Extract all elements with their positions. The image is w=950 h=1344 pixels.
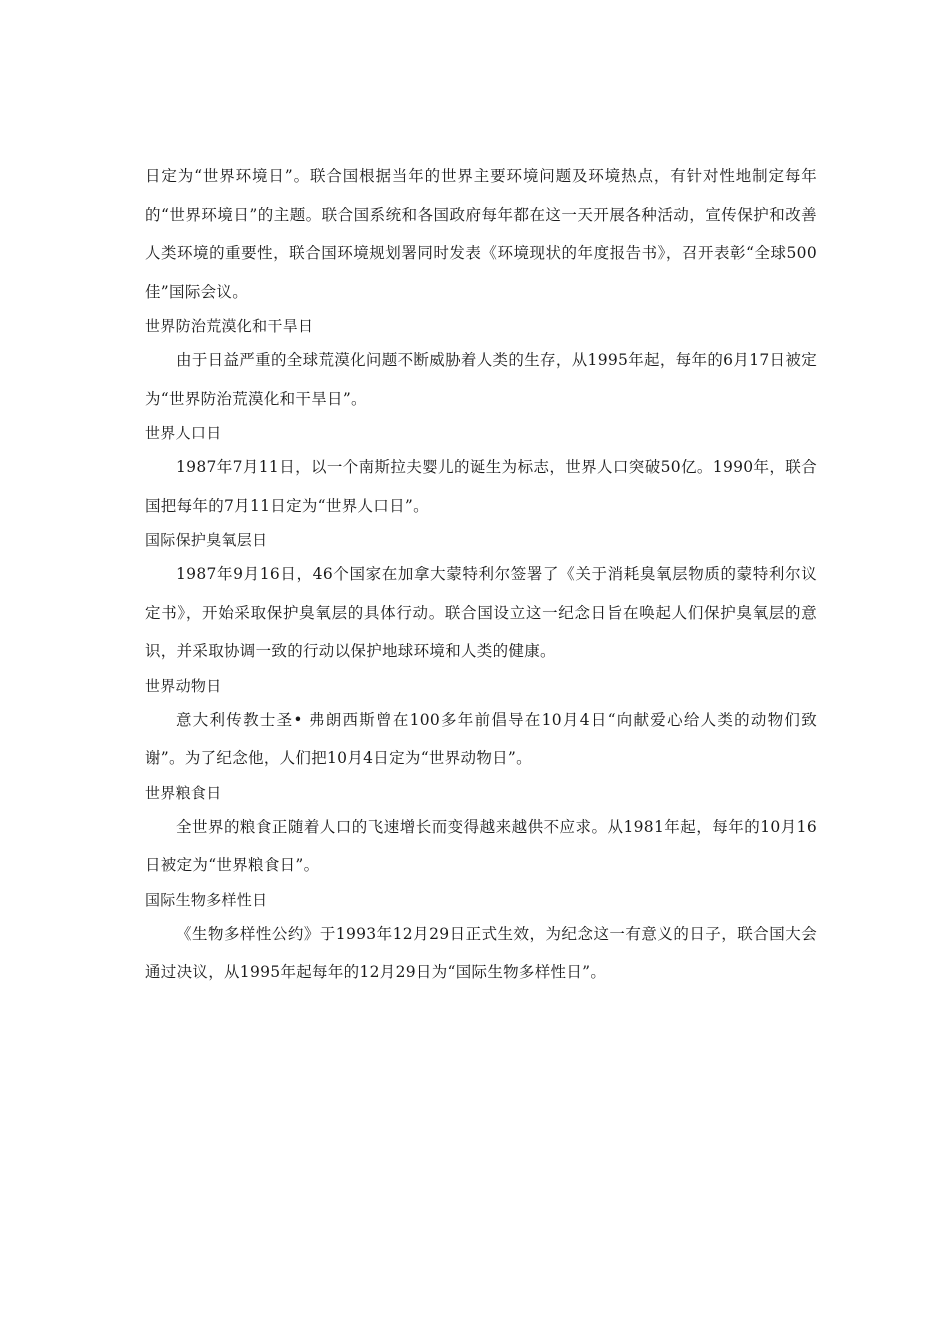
section-body: 意大利传教士圣• 弗朗西斯曾在100多年前倡导在10月4日“向献爱心给人类的动物们致谢”。为了纪念他，人们把10月4日定为“世界动物日”。 [145,710,817,767]
section-body: 全世界的粮食正随着人口的飞速增长而变得越来越供不应求。从1981年起，每年的10月16日被定为“世界粮食日”。 [145,817,817,874]
section-ozone-day [145,525,817,671]
section-body: 由于日益严重的全球荒漠化问题不断威胁着人类的生存，从1995年起，每年的6月17日被定为“世界防治荒漠化和干旱日”。 [145,351,817,408]
section-heading: 国际生物多样性日 [145,890,268,909]
section-biodiversity-day [145,885,817,992]
section-heading: 国际保护臭氧层日 [145,531,268,549]
intro-paragraph: 日定为“世界环境日”。联合国根据当年的世界主要环境问题及环境热点，有针对性地制定每年的“世界环境日”的主题。联合国系统和各国政府每年都在这一天开展各种活动，宣传保护和改善人类环境的重要性，联合国环境规划署同时发表《环境现状的年度报告书》，召开表彰“全球500佳”国际会议。 [145,167,817,301]
section-body: 《生物多样性公约》于1993年12月29日正式生效，为纪念这一有意义的日子，联合国大会通过决议，从1995年起每年的12月29日为“国际生物多样性日”。 [145,924,817,981]
section-heading: 世界人口日 [145,424,222,442]
document-body [145,157,817,992]
section-food-day [145,778,817,885]
section-heading: 世界防治荒漠化和干旱日 [145,317,314,335]
section-desertification-day [145,311,817,418]
section-heading: 世界粮食日 [145,783,222,802]
section-population-day [145,418,817,525]
section-animal-day [145,671,817,778]
section-body: 1987年7月11日，以一个南斯拉夫婴儿的诞生为标志，世界人口突破50亿。1990年，联合国把每年的7月11日定为“世界人口日”。 [145,458,817,515]
section-body: 1987年9月16日，46个国家在加拿大蒙特利尔签署了《关于消耗臭氧层物质的蒙特利尔议定书》，开始采取保护臭氧层的具体行动。联合国设立这一纪念日旨在唤起人们保护臭氧层的意识，并采取协调一致的行动以保护地球环境和人类的健康。 [145,565,817,660]
section-heading: 世界动物日 [145,676,222,695]
